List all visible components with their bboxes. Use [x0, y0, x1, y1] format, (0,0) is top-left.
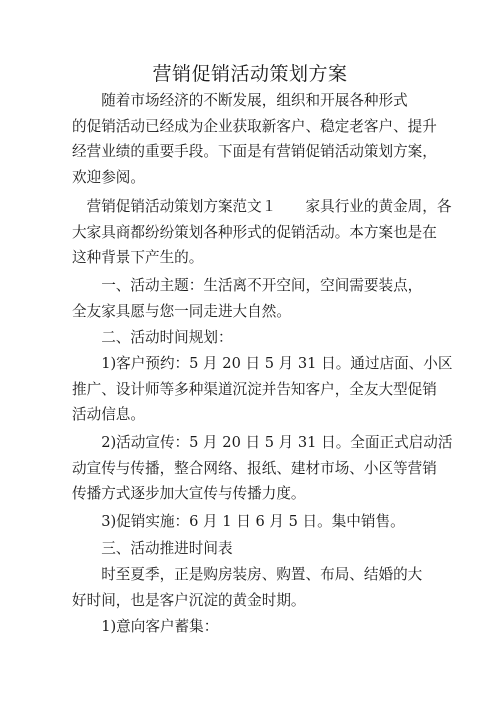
paragraph-timeline-heading [72, 536, 432, 562]
paragraph-summer [72, 562, 432, 613]
text-line: 的促销活动已经成为企业获取新客户、稳定老客户、提升 [72, 117, 437, 135]
text-line: 这种背景下产生的。 [72, 249, 204, 267]
text-line: 欢迎参阅。 [72, 168, 145, 186]
text-line: 随着市场经济的不断发展，组织和开展各种形式 [72, 92, 408, 109]
text-line: 传播方式逐步加大宣传与传播力度。 [72, 485, 306, 503]
paragraph-schedule-heading [72, 325, 432, 351]
text-line: 营销促销活动策划方案范文１ 家具行业的黄金周，各 [72, 198, 452, 215]
text-line: 1)意向客户蓄集： [72, 618, 219, 635]
text-line: 1)客户预约：5 月 20 日 5 月 31 日。通过店面、小区 [72, 355, 453, 372]
text-line: 2)活动宣传：5 月 20 日 5 月 31 日。全面正式启动活 [72, 434, 453, 451]
text-line: 大家具商都纷纷策划各种形式的促销活动。本方案也是在 [72, 223, 437, 241]
text-line: 好时间，也是客户沉淀的黄金时期。 [72, 591, 306, 609]
text-line: 一、活动主题：生活离不开空间，空间需要装点， [72, 277, 423, 294]
paragraph-sample-heading [72, 194, 452, 271]
text-line: 活动信息。 [72, 406, 145, 424]
text-line: 全友家具愿与您一同走进大自然。 [72, 302, 291, 320]
paragraph-customer-booking [72, 351, 453, 428]
text-line: 动宣传与传播，整合网络、报纸、建材市场、小区等营销 [72, 459, 437, 477]
paragraph-theme [72, 273, 432, 324]
text-line: 三、活动推进时间表 [72, 540, 233, 557]
text-line: 推广、设计师等多种渠道沉淀并告知客户，全友大型促销 [72, 380, 437, 398]
text-line: 3)促销实施：6 月 1 日 6 月 5 日。集中销售。 [72, 513, 405, 530]
text-line: 时至夏季，正是购房装房、购置、布局、结婚的大 [72, 566, 423, 583]
paragraph-promotion [72, 430, 453, 507]
paragraph-intent-customers [72, 614, 432, 640]
paragraph-implementation [72, 509, 432, 535]
document-title: 营销促销活动策划方案 [152, 63, 348, 85]
text-line: 二、活动时间规划： [72, 329, 233, 346]
text-line: 经营业绩的重要手段。下面是有营销促销活动策划方案， [72, 143, 437, 161]
paragraph-intro [72, 88, 437, 190]
